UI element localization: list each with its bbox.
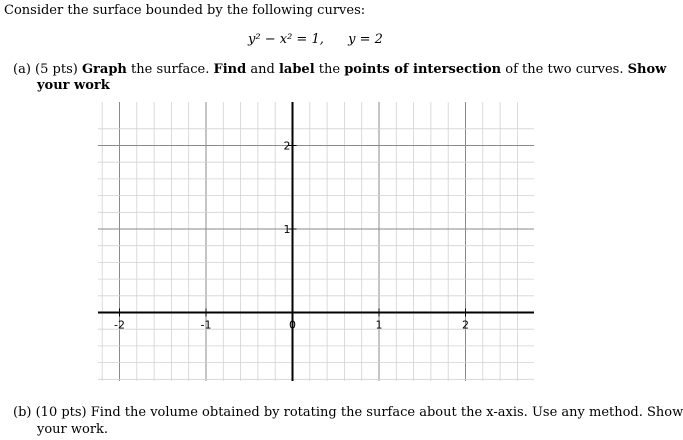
part-b-line1: (b) (10 pts) Find the volume obtained by rotating the surface about the x-axis. Use any method. Show <box>13 405 683 420</box>
x-tick-label: 0 <box>289 318 296 332</box>
part-a-label: (a) <box>13 62 31 77</box>
x-tick-label: 1 <box>375 318 383 332</box>
x-tick-label: -2 <box>114 318 125 332</box>
part-a-word-graph: Graph <box>81 62 127 77</box>
part-a-word-show: Show <box>627 62 667 77</box>
part-b-line2: your work. <box>37 422 109 437</box>
y-tick-label: 1 <box>283 223 291 236</box>
part-a-word-label: label <box>278 62 315 77</box>
part-a-points: (5 pts) <box>35 62 78 77</box>
equation-curve1: y² − x² = 1, <box>248 32 324 47</box>
part-a-word-points: points of intersection <box>344 62 502 77</box>
part-a-text2: and <box>250 62 275 77</box>
part-a-word-your-work: your work <box>37 78 110 93</box>
part-a-text4: of the two curves. <box>505 62 624 77</box>
equation-curve2: y = 2 <box>348 32 383 47</box>
x-tick-label: -1 <box>200 318 212 332</box>
problem-intro: Consider the surface bounded by the following curves: <box>4 3 366 18</box>
part-a-text3: the <box>318 62 341 77</box>
y-tick-label: 2 <box>283 139 291 153</box>
x-tick-label: 2 <box>462 318 469 332</box>
part-a-text1: the surface. <box>131 62 210 77</box>
part-a-word-find: Find <box>213 62 247 77</box>
